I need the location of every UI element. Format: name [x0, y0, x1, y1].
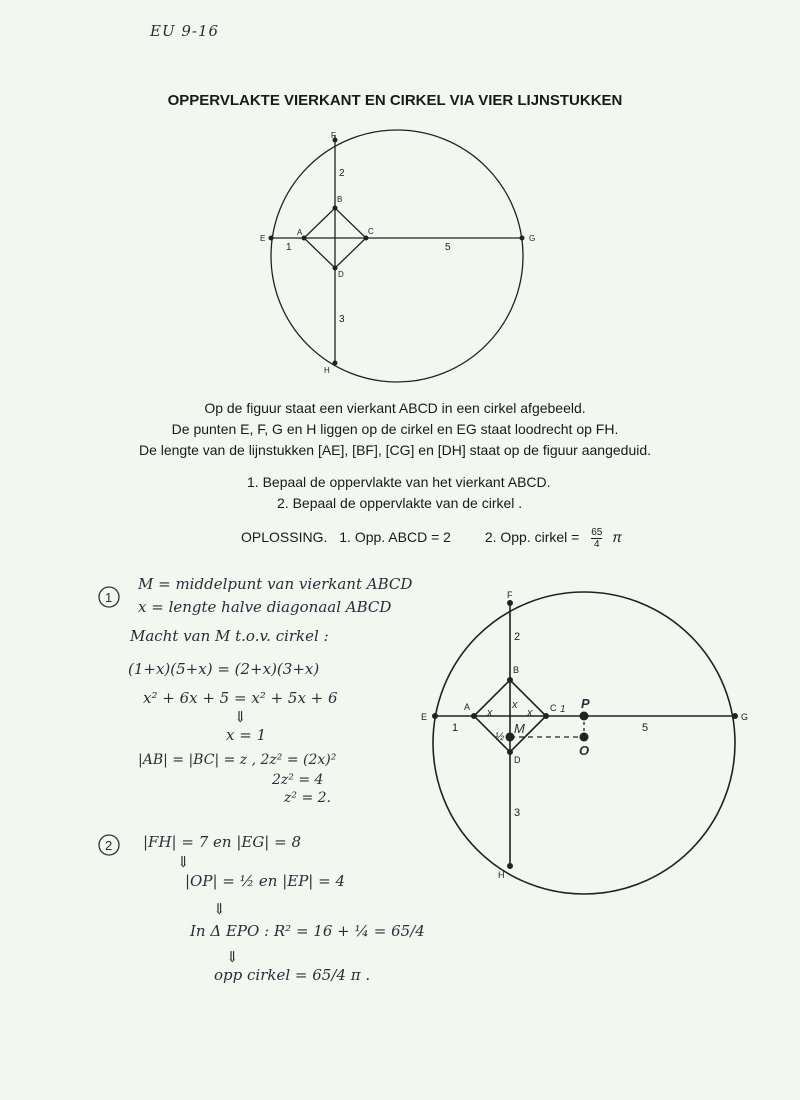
point-h-2 — [507, 863, 513, 869]
point-b-2 — [507, 677, 513, 683]
question-1: 1. Bepaal de oppervlakte van het vierkant ABCD. — [247, 474, 551, 490]
label-g: G — [529, 234, 536, 243]
hw-line-2: x = lengte halve diagonaal ABCD — [138, 598, 392, 616]
label-x-left: x — [487, 707, 493, 719]
label-o: O — [579, 743, 590, 758]
label-half: ½ — [495, 731, 505, 743]
label-x-top: x — [512, 699, 518, 711]
pi-symbol: π — [612, 529, 622, 546]
fraction-denominator: 4 — [594, 539, 600, 550]
label-e-2: E — [421, 712, 428, 722]
solution-label: OPLOSSING. — [241, 529, 328, 546]
point-d-2 — [507, 749, 513, 755]
label-a: A — [297, 228, 303, 237]
hw-line-11: |OP| = ½ en |EP| = 4 — [185, 872, 346, 890]
svg-text:1: 1 — [105, 590, 113, 605]
label-e: E — [260, 234, 266, 243]
label-b-2: B — [513, 665, 520, 675]
label-c-2: C — [550, 703, 557, 713]
length-bf-2: 2 — [514, 631, 521, 643]
hw-line-13: opp cirkel = 65/4 π . — [214, 966, 371, 984]
point-a-2 — [471, 713, 477, 719]
point-p — [580, 712, 589, 721]
solution-part-2: 2. Opp. cirkel = — [484, 529, 580, 546]
hw-line-3: Macht van M t.o.v. cirkel : — [130, 627, 329, 645]
length-ae: 1 — [286, 242, 292, 253]
label-b: B — [337, 195, 343, 204]
description-line: Op de figuur staat een vierkant ABCD in een cirkel afgebeeld. — [204, 400, 586, 416]
length-bf: 2 — [339, 168, 345, 179]
length-ae-2: 1 — [452, 722, 459, 734]
label-f: F — [331, 131, 336, 140]
label-d: D — [338, 270, 344, 279]
description-line: De lengte van de lijnstukken [AE], [BF], [CG] en [DH] staat op de figuur aangeduid. — [138, 442, 652, 458]
svg-text:2: 2 — [105, 838, 113, 853]
label-f-2: F — [507, 590, 513, 600]
label-c: C — [368, 227, 374, 236]
length-dh-2: 3 — [514, 807, 521, 819]
label-h: H — [324, 366, 330, 375]
question-2: 2. Bepaal de oppervlakte van de cirkel . — [277, 495, 523, 511]
hw-arrow-3: ⇓ — [213, 900, 226, 918]
label-d-2: D — [514, 755, 521, 765]
hw-line-7: |AB| = |BC| = z , 2z² = (2x)² — [138, 752, 337, 768]
description-line: De punten E, F, G en H liggen op de cirkel en EG staat loodrecht op FH. — [171, 421, 619, 437]
hw-line-1: M = middelpunt van vierkant ABCD — [138, 575, 413, 593]
label-x-right: x — [527, 707, 533, 719]
hw-line-5: x² + 6x + 5 = x² + 5x + 6 — [143, 689, 338, 707]
label-a-2: A — [464, 702, 471, 712]
label-one-c: 1 — [560, 704, 566, 715]
hw-line-4: (1+x)(5+x) = (2+x)(3+x) — [128, 660, 320, 678]
label-m: M — [514, 721, 525, 736]
solution-part-1: 1. Opp. ABCD = 2 — [339, 529, 451, 546]
length-dh: 3 — [339, 314, 345, 325]
length-cg: 5 — [445, 242, 451, 253]
hw-arrow-1: ⇓ — [234, 708, 247, 726]
hw-line-10: |FH| = 7 en |EG| = 8 — [143, 833, 302, 851]
length-cg-2: 5 — [642, 722, 649, 734]
point-e-2 — [432, 713, 438, 719]
point-o — [580, 733, 589, 742]
label-g-2: G — [741, 712, 749, 722]
hw-arrow-4: ⇓ — [226, 948, 239, 966]
hw-line-12: In Δ EPO : R² = 16 + ¼ = 65/4 — [190, 922, 425, 940]
point-c-2 — [543, 713, 549, 719]
point-f-2 — [507, 600, 513, 606]
label-h-2: H — [498, 870, 505, 880]
hw-line-6: x = 1 — [226, 726, 267, 744]
hw-line-9: z² = 2. — [284, 790, 331, 806]
point-g-2 — [732, 713, 738, 719]
hw-arrow-2: ⇓ — [177, 853, 190, 871]
document-code: EU 9-16 — [150, 22, 220, 40]
fraction-numerator: 65 — [591, 527, 603, 538]
label-p: P — [581, 696, 590, 711]
page-title: OPPERVLAKTE VIERKANT EN CIRKEL VIA VIER LIJNSTUKKEN — [167, 92, 623, 109]
hw-line-8: 2z² = 4 — [272, 772, 324, 788]
